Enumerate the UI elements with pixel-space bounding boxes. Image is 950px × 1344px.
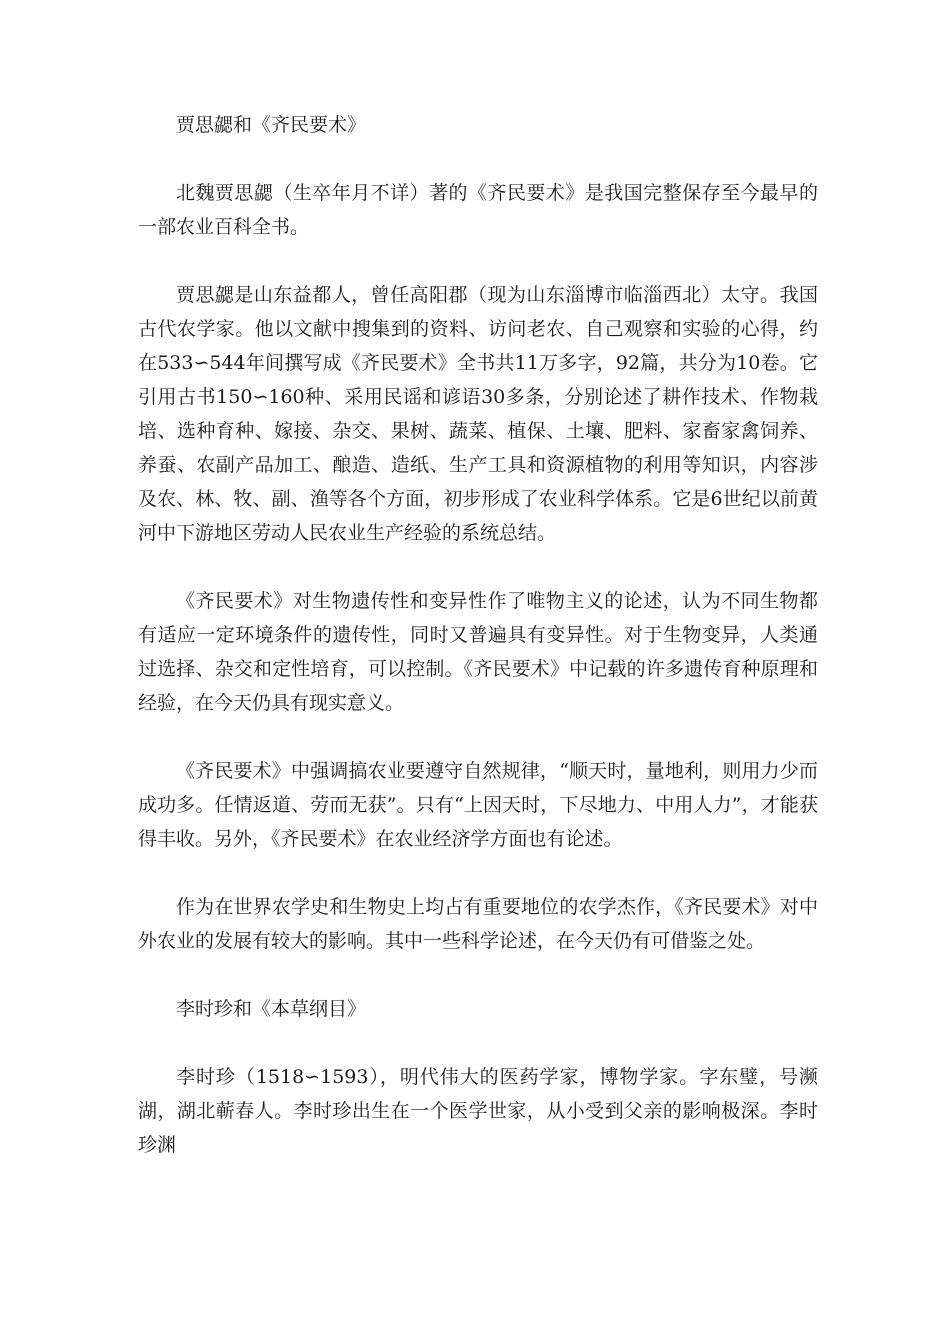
paragraph-biography: 贾思勰是山东益都人，曾任高阳郡（现为山东淄博市临淄西北）太守。我国古代农学家。他以文献中搜集到的资料、访问老农、自己观察和实验的心得，约在533∽544年间撰写成《齐民要术》全书共11万多字，92篇，共分为10卷。它引用古书150∽160种、采用民谣和谚语30多条，分别论述了耕作技术、作物栽培、选种育种、嫁接、杂交、果树、蔬菜、植保、土壤、肥料、家畜家禽饲养、养蚕、农副产品加工、酿造、造纸、生产工具和资源植物的利用等知识，内容涉及农、林、牧、副、渔等各个方面，初步形成了农业科学体系。它是6世纪以前黄河中下游地区劳动人民农业生产经验的系统总结。 (138, 284, 818, 544)
paragraph-natural-law: 《齐民要术》中强调搞农业要遵守自然规律，“顺天时，量地利，则用力少而成功多。任情返道、劳而无获”。只有“上因天时，下尽地力、中用人力”，才能获得丰收。另外，《齐民要术》在农业经济学方面也有论述。 (138, 760, 818, 850)
paragraph-heredity: 《齐民要术》对生物遗传性和变异性作了唯物主义的论述，认为不同生物都有适应一定环境条件的遗传性，同时又普遍具有变异性。对于生物变异，人类通过选择、杂交和定性培育，可以控制。《齐民要术》中记载的许多遗传育种原理和经验，在今天仍具有现实意义。 (138, 590, 818, 714)
paragraph-intro: 北魏贾思勰（生卒年月不详）著的《齐民要术》是我国完整保存至今最早的一部农业百科全书。 (138, 182, 818, 238)
section-title-jia-sixie: 贾思勰和《齐民要术》 (176, 114, 367, 136)
document-body (138, 108, 818, 1196)
section-title-li-shizhen: 李时珍和《本草纲目》 (176, 998, 367, 1020)
paragraph-li-shizhen: 李时珍（1518∽1593），明代伟大的医药学家，博物学家。字东璧，号濒湖，湖北蕲春人。李时珍出生在一个医学世家，从小受到父亲的影响极深。李时珍渊 (138, 1066, 818, 1156)
paragraph-influence: 作为在世界农学史和生物史上均占有重要地位的农学杰作，《齐民要术》对中外农业的发展有较大的影响。其中一些科学论述，在今天仍有可借鉴之处。 (138, 896, 818, 952)
